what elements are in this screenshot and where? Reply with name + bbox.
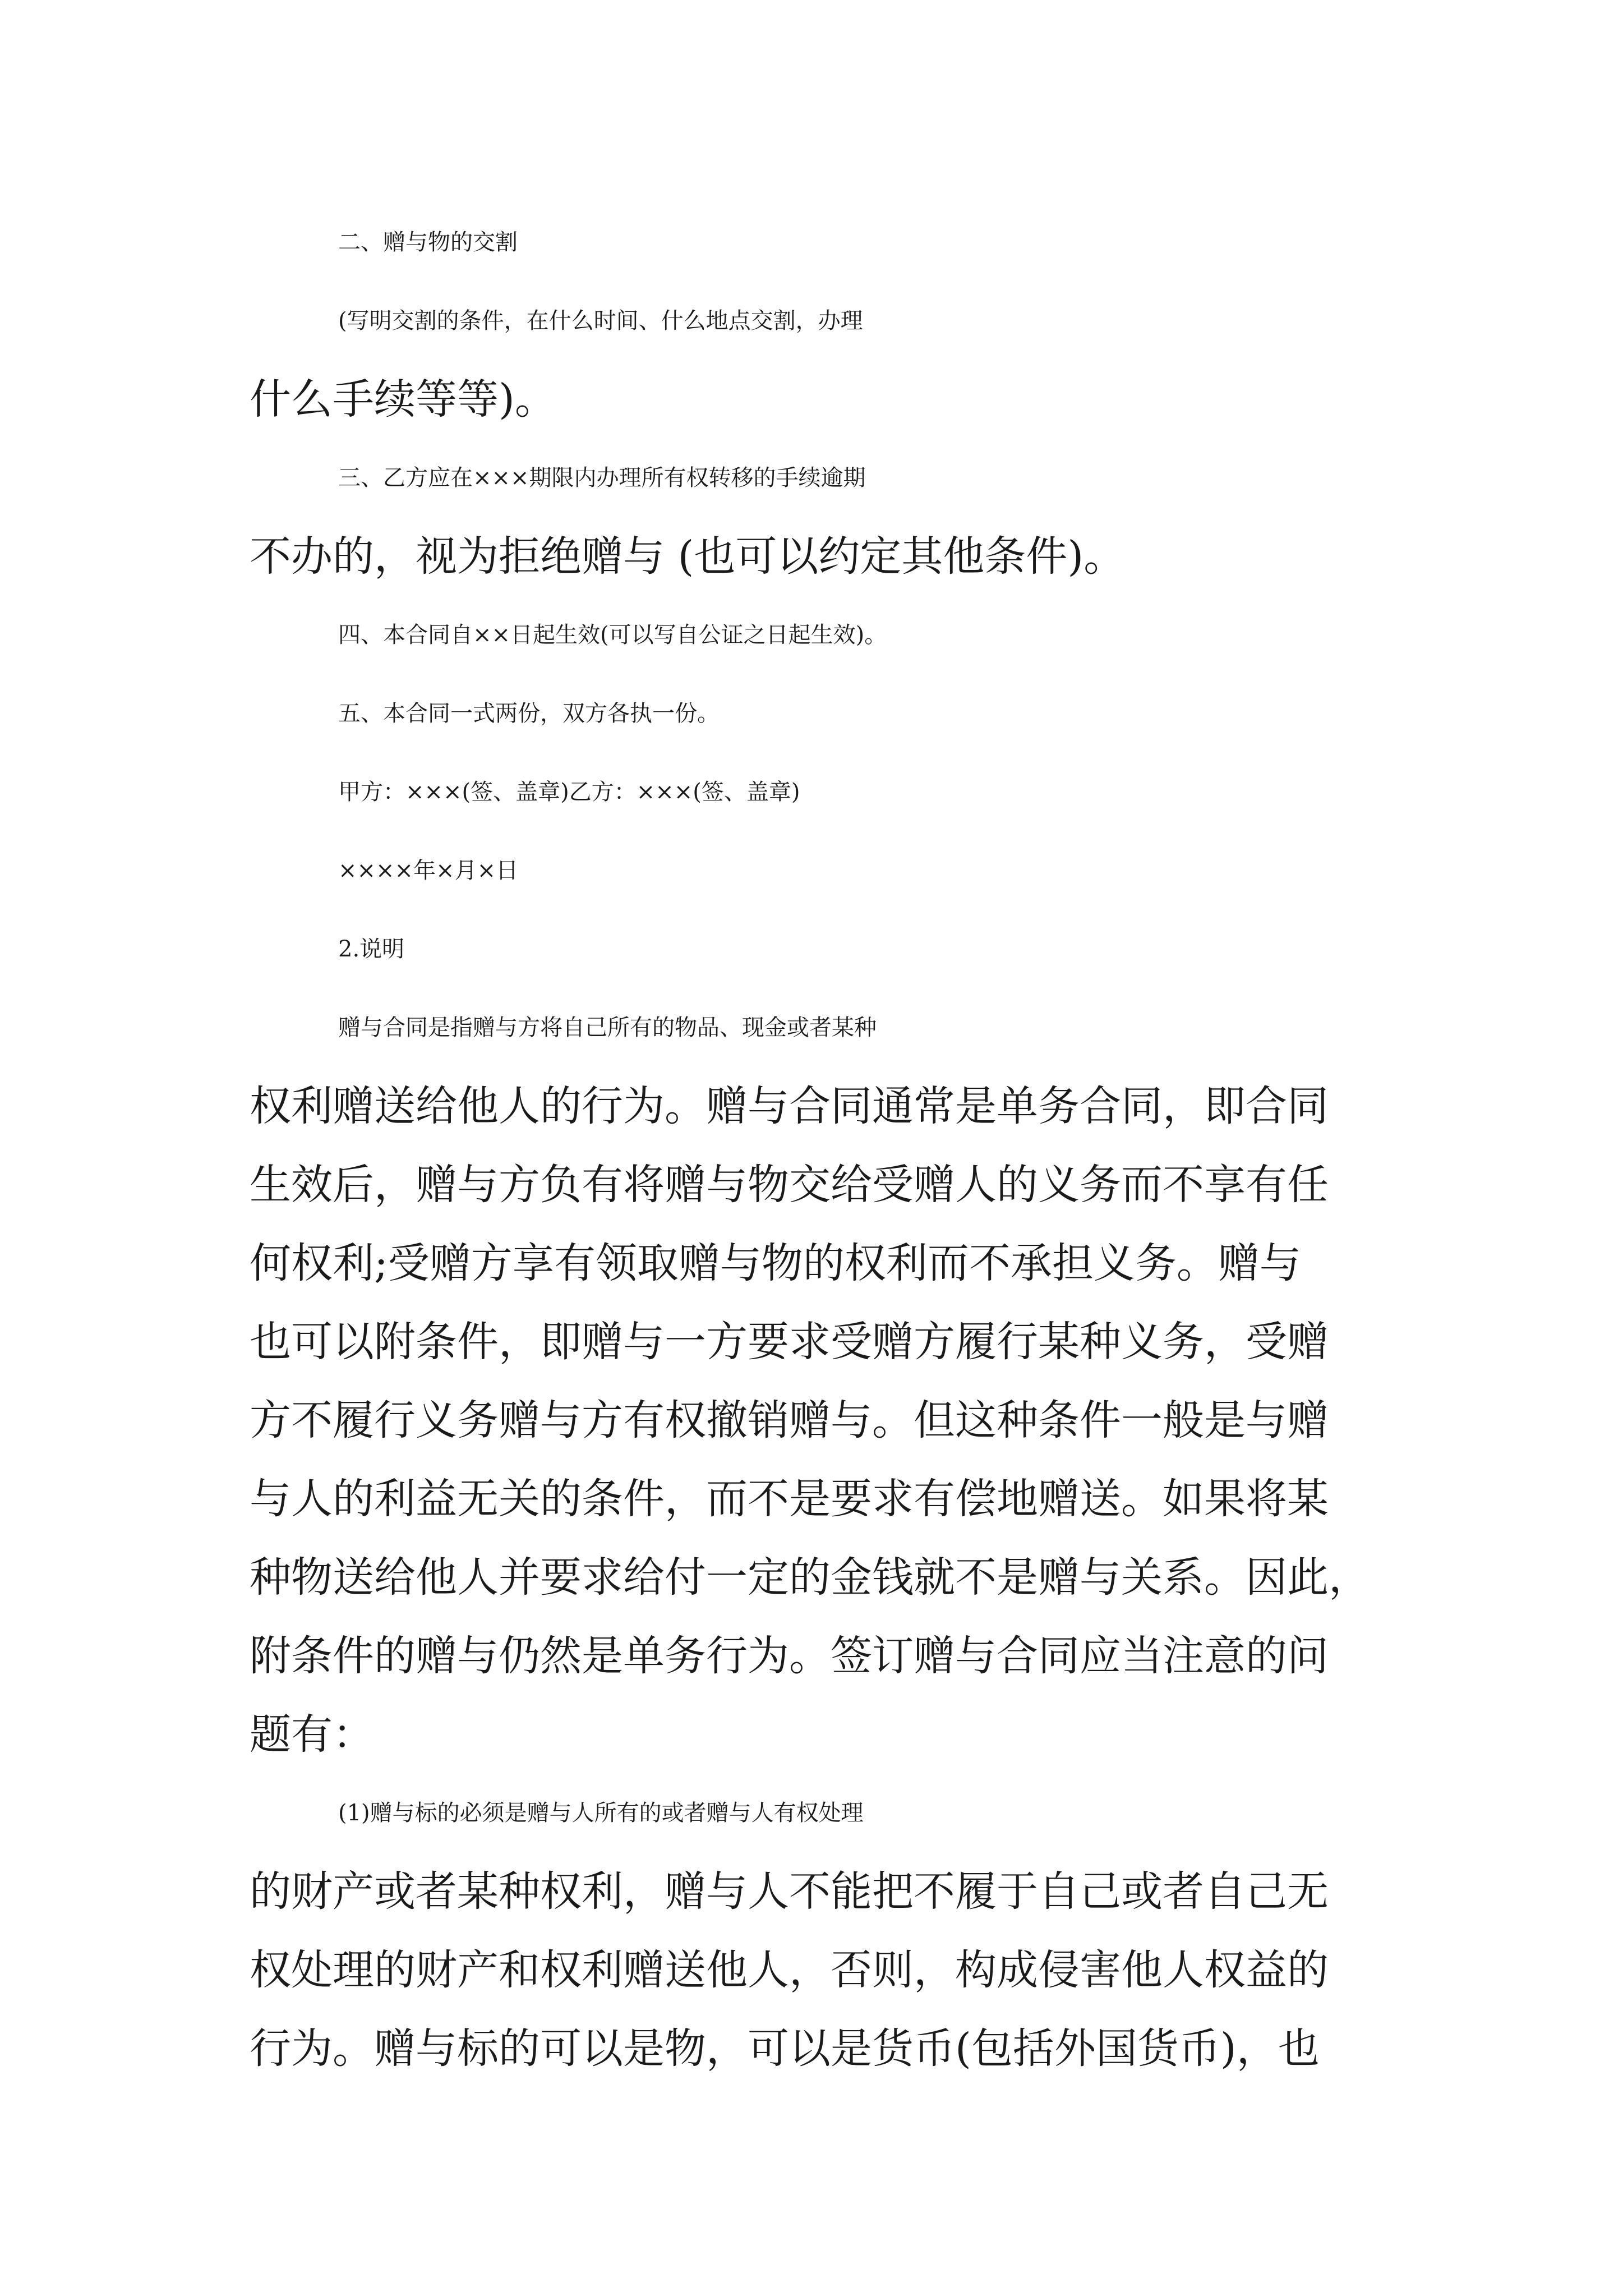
paragraph-line: 方不履行义务赠与方有权撤销赠与。但这种条件一般是与赠 — [250, 1396, 1329, 1444]
date-line: ××××年×月×日 — [338, 858, 519, 884]
signature-line: 甲方：×××(签、盖章)乙方：×××(签、盖章) — [338, 779, 800, 805]
paragraph-line: 不办的，视为拒绝赠与 (也可以约定其他条件)。 — [250, 532, 1126, 581]
paragraph-line: 也可以附条件，即赠与一方要求受赠方履行某种义务，受赠 — [250, 1318, 1329, 1366]
paragraph-line: 何权利;受赠方享有领取赠与物的权利而不承担义务。赠与 — [250, 1239, 1301, 1287]
section-heading-notes: 2.说明 — [338, 936, 405, 962]
paragraph-line: 的财产或者某种权利，赠与人不能把不履于自己或者自己无 — [250, 1867, 1329, 1916]
paragraph-line: 五、本合同一式两份，双方各执一份。 — [338, 701, 720, 726]
paragraph-line: 题有： — [250, 1710, 374, 1759]
paragraph-line: 附条件的赠与仍然是单务行为。签订赠与合同应当注意的问 — [250, 1632, 1329, 1680]
paragraph-line: 三、乙方应在×××期限内办理所有权转移的手续逾期 — [338, 465, 866, 491]
paragraph-line: 与人的利益无关的条件，而不是要求有偿地赠送。如果将某 — [250, 1475, 1329, 1523]
paragraph-line: 行为。赠与标的可以是物，可以是货币(包括外国货币)，也 — [250, 2024, 1320, 2073]
paragraph-line: 四、本合同自××日起生效(可以写自公证之日起生效)。 — [338, 622, 887, 648]
paragraph-line: 赠与合同是指赠与方将自己所有的物品、现金或者某种 — [338, 1015, 877, 1041]
paragraph-line: 种物送给他人并要求给付一定的金钱就不是赠与关系。因此， — [250, 1553, 1370, 1602]
paragraph-line: 什么手续等等)。 — [250, 375, 556, 424]
paragraph-line: (写明交割的条件，在什么时间、什么地点交割，办理 — [338, 308, 863, 334]
section-heading-delivery: 二、赠与物的交割 — [338, 229, 518, 255]
paragraph-line: 权处理的财产和权利赠送他人，否则，构成侵害他人权益的 — [250, 1946, 1329, 1994]
paragraph-line: 生效后，赠与方负有将赠与物交给受赠人的义务而不享有任 — [250, 1161, 1329, 1209]
paragraph-line: 权利赠送给他人的行为。赠与合同通常是单务合同，即合同 — [250, 1082, 1329, 1130]
paragraph-line: (1)赠与标的必须是赠与人所有的或者赠与人有权处理 — [338, 1800, 864, 1826]
